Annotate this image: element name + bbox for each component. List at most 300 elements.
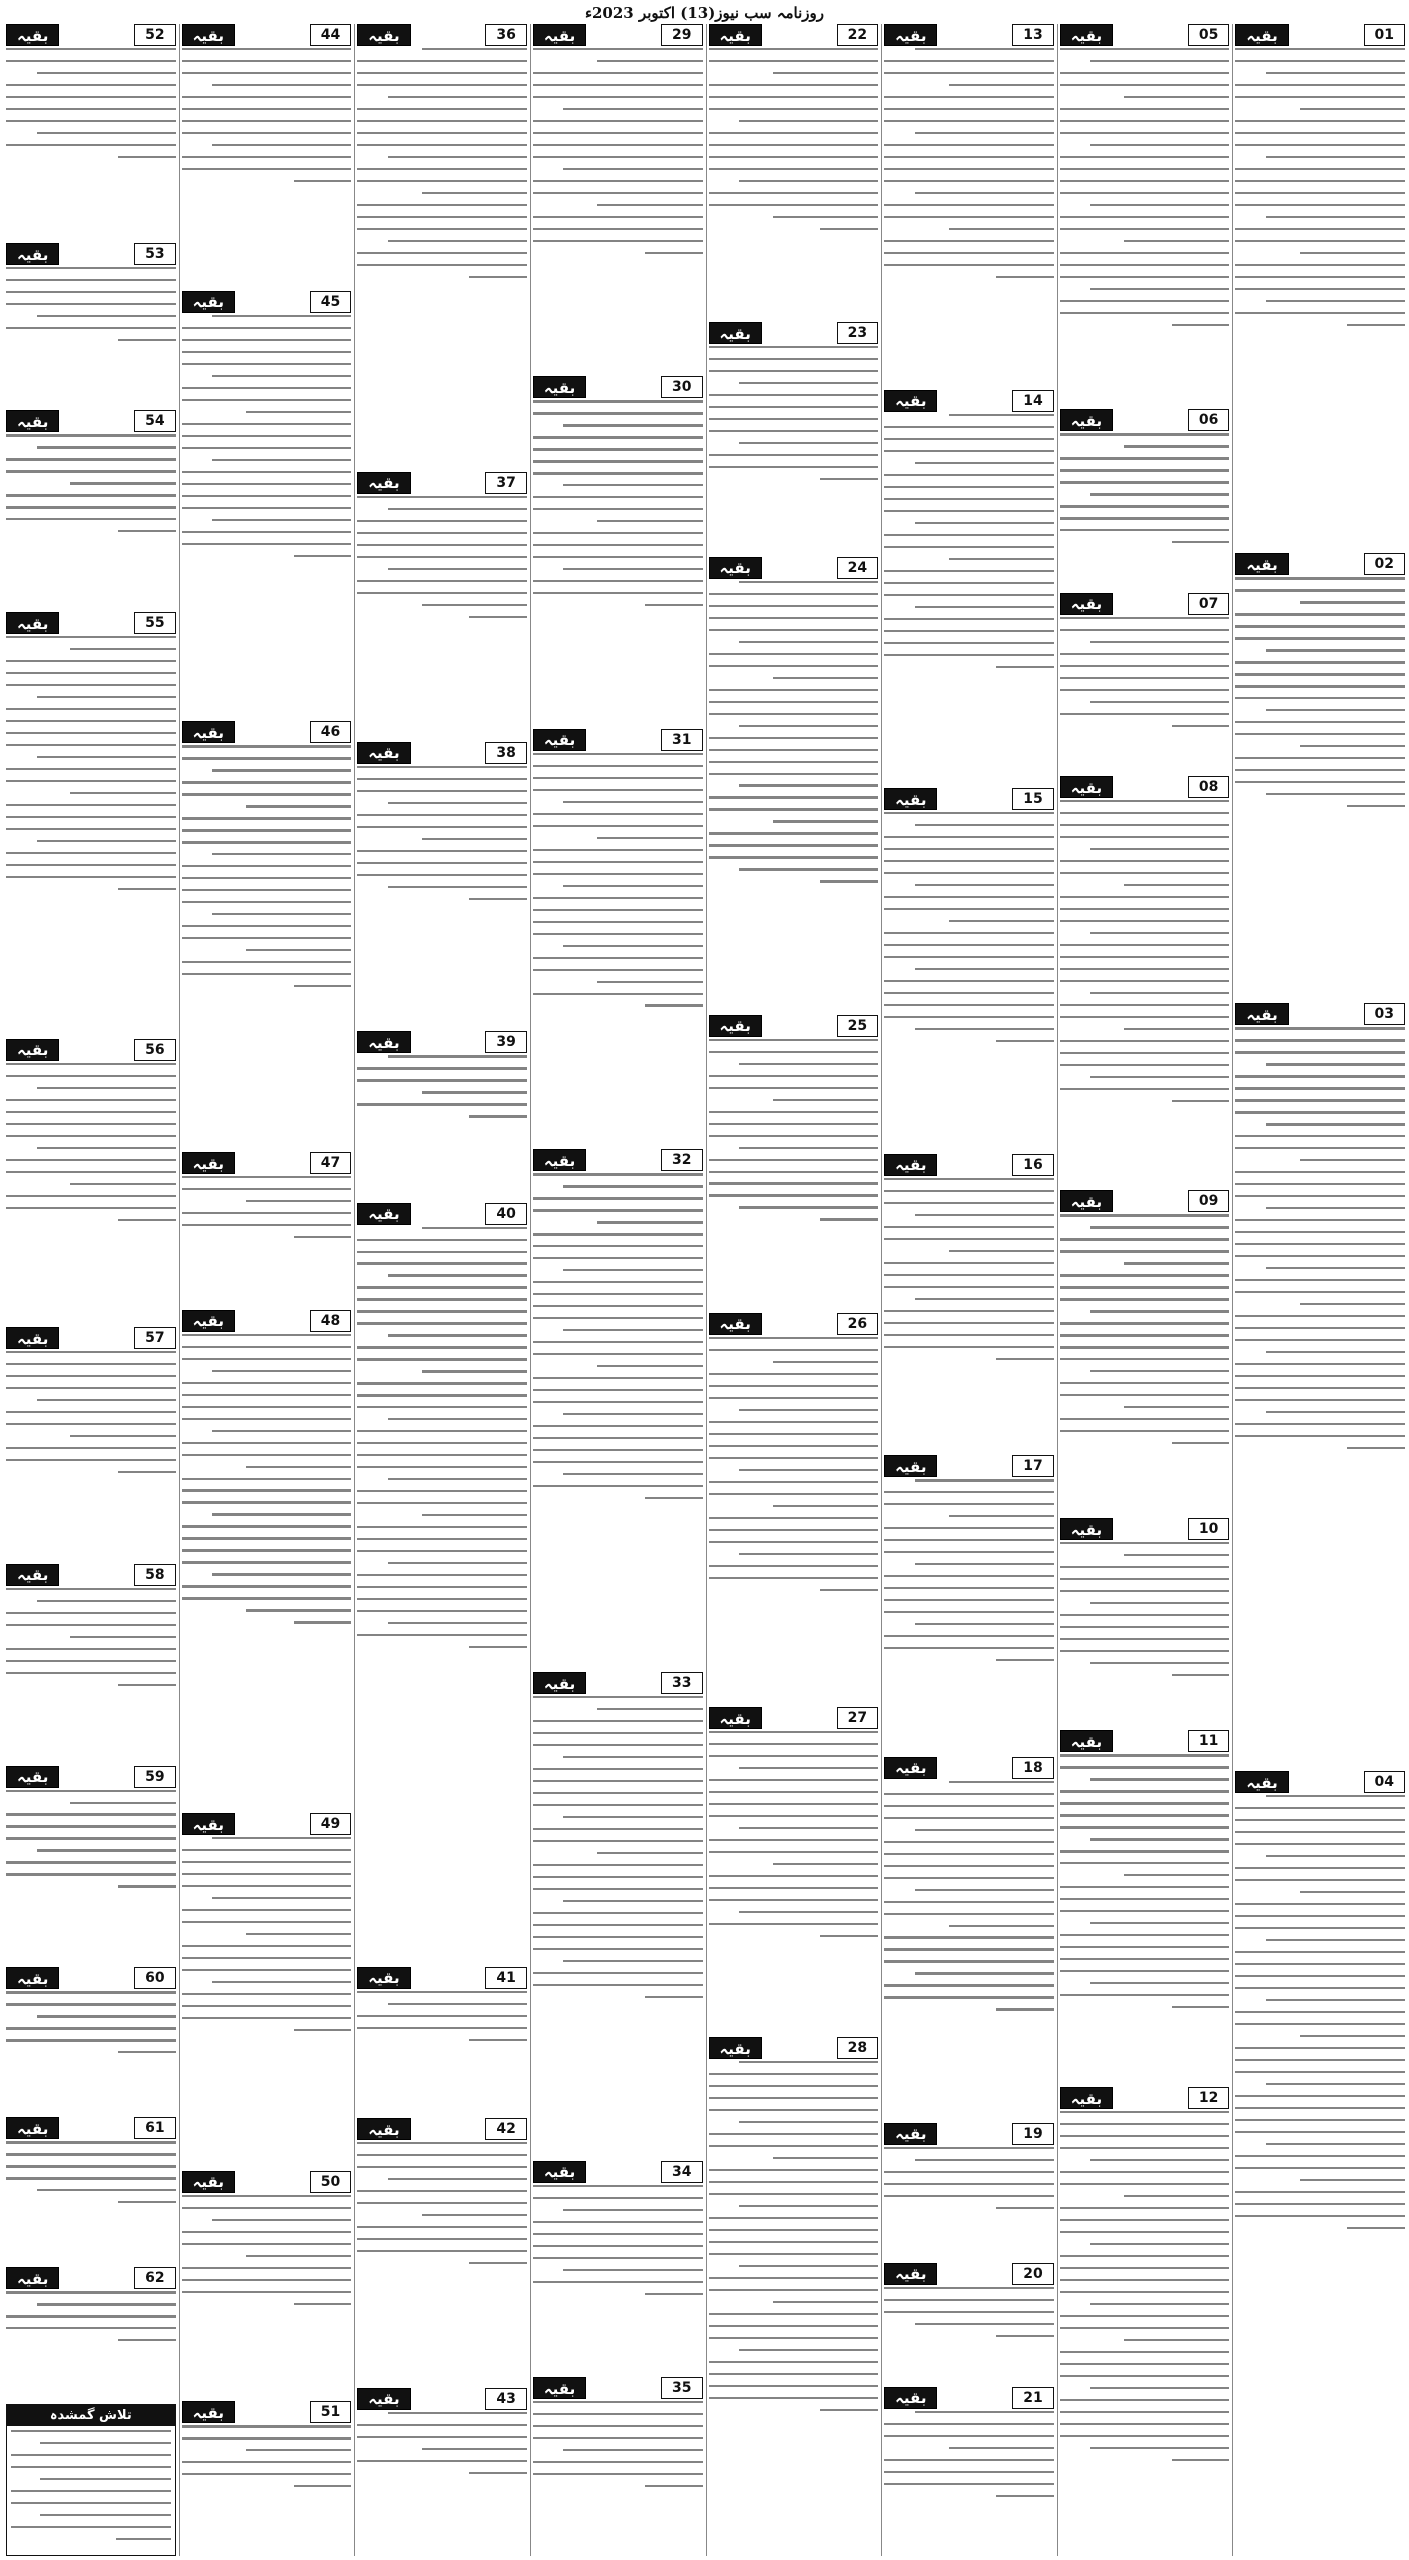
text-line [1235,1171,1405,1173]
text-line [1235,228,1405,230]
text-line [739,784,878,786]
text-line [709,370,879,372]
block-number: 08 [1188,776,1229,798]
text-line [1060,2111,1230,2113]
block-header [709,24,879,46]
text-line [709,84,879,86]
text-line [1266,72,1405,74]
text-line [949,2447,1054,2449]
text-line [1060,1814,1230,1816]
text-line [6,60,176,62]
text-line [884,2299,1054,2301]
text-line [1060,713,1230,715]
text-line [1235,781,1405,783]
text-line [709,1923,879,1925]
text-line [820,880,878,882]
block-number: 38 [485,742,526,764]
text-line [884,908,1054,910]
text-line [294,985,352,987]
text-line [1090,2243,1229,2245]
text-line [996,276,1054,278]
text-line [182,1212,352,1214]
text-line [40,2442,171,2444]
block-header [182,1813,352,1835]
text-line [1060,1958,1230,1960]
text-line [6,672,176,674]
article-text-lines [6,636,176,1036]
text-line [357,1358,527,1360]
block-number: 62 [134,2267,175,2289]
text-line [1235,132,1405,134]
text-line [1235,192,1405,194]
continued-badge: بقیہ [709,1015,762,1037]
block-number: 18 [1012,1757,1053,1779]
article-text-lines [6,1588,176,1763]
text-line [1090,1922,1229,1924]
text-line [884,1322,1054,1324]
text-line [1235,637,1405,639]
text-line [469,2472,527,2474]
text-line [294,1621,352,1623]
text-line [37,2189,176,2191]
text-line [820,2409,878,2411]
text-line [469,616,527,618]
text-line [1235,1987,1405,1989]
text-line [37,756,176,758]
text-line [533,1924,703,1926]
text-line [1235,1435,1405,1437]
text-line [709,1182,879,1184]
text-line [469,2262,527,2264]
text-line [1060,1970,1230,1972]
text-line [182,2473,352,2475]
text-line [563,1756,702,1758]
continued-badge: بقیہ [709,24,762,46]
text-line [357,1526,527,1528]
text-line [422,48,527,50]
text-line [709,1397,879,1399]
text-line [11,2466,171,2468]
continued-badge: بقیہ [6,2267,59,2289]
continued-badge: بقیہ [1060,24,1113,46]
text-line [1235,1807,1405,1809]
text-line [182,495,352,497]
text-line [1060,1766,1230,1768]
text-line [1235,625,1405,627]
text-line [709,96,879,98]
text-line [1090,1076,1229,1078]
text-line [357,862,527,864]
text-line [709,1791,879,1793]
block-number: 44 [310,24,351,46]
text-line [118,2201,176,2203]
block-number: 21 [1012,2387,1053,2409]
continued-article-block [357,1031,527,1199]
text-line [709,48,879,50]
text-line [563,2209,702,2211]
block-header [884,788,1054,810]
text-line [6,96,176,98]
text-line [1060,469,1230,471]
text-line [246,411,351,413]
text-line [533,180,703,182]
continued-badge: بقیہ [884,2263,937,2285]
block-header [1060,776,1230,798]
text-line [1266,1411,1405,1413]
text-line [182,48,352,50]
text-line [1060,1542,1230,1544]
text-line [1124,1028,1229,1030]
text-line [70,1636,175,1638]
text-line [884,1901,1054,1903]
text-line [915,1479,1054,1481]
text-line [1090,1602,1229,1604]
continued-article-block [6,1327,176,1560]
text-line [6,864,176,866]
block-header [884,1455,1054,1477]
column-7 [179,24,352,2556]
article-text-lines [709,1039,879,1310]
text-line [6,434,176,436]
article-text-lines [1235,48,1405,550]
text-line [6,1423,176,1425]
text-line [212,519,351,521]
article-text-lines [1060,48,1230,406]
text-line [915,968,1054,970]
text-line [884,1286,1054,1288]
text-line [1060,108,1230,110]
text-line [357,1322,527,1324]
article-text-lines [533,48,703,373]
text-line [1235,1951,1405,1953]
continued-article-block [1235,1003,1405,1768]
text-line [37,72,176,74]
text-line [949,1515,1054,1517]
text-line [563,568,702,570]
text-line [709,358,879,360]
text-line [739,2265,878,2267]
text-line [182,2243,352,2245]
text-line [357,2238,527,2240]
block-header [182,1152,352,1174]
text-line [533,2233,703,2235]
text-line [6,84,176,86]
text-line [182,1501,352,1503]
block-number: 46 [310,721,351,743]
text-line [70,482,175,484]
text-line [709,2073,879,2075]
text-line [182,156,352,158]
text-line [996,2008,1054,2010]
text-line [357,1586,527,1588]
text-line [246,949,351,951]
article-text-lines [709,346,879,553]
continued-badge: بقیہ [1060,1190,1113,1212]
text-line [6,828,176,830]
block-header [6,1564,176,1586]
text-line [533,1876,703,1878]
text-line [709,749,879,751]
text-line [182,1478,352,1480]
continued-article-block [1235,24,1405,550]
text-line [1235,84,1405,86]
text-line [357,2226,527,2228]
continued-article-block [357,472,527,739]
text-line [1235,2131,1405,2133]
text-line [182,60,352,62]
continued-article-block [182,2171,352,2398]
text-line [949,228,1054,230]
article-text-lines [6,1991,176,2114]
text-line [182,435,352,437]
text-line [6,708,176,710]
text-line [357,1406,527,1408]
text-line [739,442,878,444]
text-line [246,1609,351,1611]
text-line [533,2257,703,2259]
text-line [40,2514,171,2516]
text-line [212,315,351,317]
block-number: 50 [310,2171,351,2193]
text-line [1235,180,1405,182]
continued-article-block [1060,409,1230,589]
text-line [1235,2107,1405,2109]
text-line [739,1147,878,1149]
text-line [884,848,1054,850]
text-line [533,1377,703,1379]
lost-notice-text-lines [7,2426,175,2554]
text-line [422,1091,527,1093]
text-line [996,2335,1054,2337]
text-line [388,1274,527,1276]
text-line [182,937,352,939]
text-line [884,654,1054,656]
text-line [533,1353,703,1355]
text-line [645,2485,703,2487]
text-line [357,1310,527,1312]
text-line [357,532,527,534]
text-line [118,1219,176,1221]
text-line [533,1696,703,1698]
text-line [182,531,352,533]
text-line [6,1111,176,1113]
text-line [709,2145,879,2147]
article-text-lines [182,1176,352,1307]
text-line [1060,505,1230,507]
text-line [884,2459,1054,2461]
text-line [533,789,703,791]
text-line [469,1646,527,1648]
text-line [533,2401,703,2403]
continued-badge: بقیہ [1060,409,1113,431]
text-line [709,1743,879,1745]
text-line [357,778,527,780]
text-line [884,438,1054,440]
continued-badge: بقیہ [182,2171,235,2193]
text-line [294,2485,352,2487]
text-line [37,1147,176,1149]
text-line [1060,312,1230,314]
text-line [1347,805,1405,807]
text-line [773,72,878,74]
text-line [1235,1927,1405,1929]
text-line [357,2015,527,2017]
block-header [1060,1730,1230,1752]
text-line [884,1226,1054,1228]
text-line [884,240,1054,242]
continued-badge: بقیہ [6,1039,59,1061]
text-line [1060,1040,1230,1042]
text-line [597,837,702,839]
text-line [357,2142,527,2144]
text-line [884,2471,1054,2473]
text-line [1090,992,1229,994]
text-line [915,2323,1054,2325]
text-line [709,204,879,206]
text-line [533,2437,703,2439]
text-line [357,1103,527,1105]
column-4 [706,24,879,2556]
text-line [773,677,878,679]
text-line [357,60,527,62]
text-line [1060,481,1230,483]
text-line [357,2027,527,2029]
text-line [884,156,1054,158]
block-header [1060,593,1230,615]
continued-badge: بقیہ [357,1203,410,1225]
text-line [709,2325,879,2327]
text-line [1060,677,1230,679]
text-line [533,228,703,230]
continued-article-block [357,24,527,469]
article-text-lines [6,434,176,609]
text-line [533,921,703,923]
continued-badge: بقیہ [6,24,59,46]
text-line [820,1589,878,1591]
text-line [182,1969,352,1971]
text-line [884,1984,1054,1986]
text-line [182,168,352,170]
text-line [1235,1315,1405,1317]
block-number: 41 [485,1967,526,1989]
continued-badge: بقیہ [884,390,937,412]
text-line [884,992,1054,994]
text-line [533,216,703,218]
text-line [884,474,1054,476]
block-header [182,1310,352,1332]
text-line [915,2411,1054,2413]
text-line [118,1471,176,1473]
text-line [709,466,879,468]
block-header [6,24,176,46]
text-line [357,2460,527,2462]
article-text-lines [533,2401,703,2556]
text-line [246,2255,351,2257]
text-line [884,1877,1054,1879]
block-number: 54 [134,410,175,432]
text-line [1060,1910,1230,1912]
text-line [709,144,879,146]
text-line [118,1885,176,1887]
text-line [212,144,351,146]
text-line [915,1214,1054,1216]
text-line [645,1004,703,1006]
continued-badge: بقیہ [6,1766,59,1788]
continued-article-block [182,24,352,288]
text-line [709,832,879,834]
text-line [6,108,176,110]
text-line [357,556,527,558]
text-line [422,1514,527,1516]
continued-article-block [6,1766,176,1965]
text-line [1060,944,1230,946]
text-line [533,436,703,438]
text-line [182,745,352,747]
text-line [1060,1566,1230,1568]
text-line [563,885,702,887]
article-text-lines [182,745,352,1149]
text-line [37,1087,176,1089]
block-header [884,2123,1054,2145]
text-line [884,1274,1054,1276]
text-line [212,1370,351,1372]
text-line [1090,641,1229,643]
text-line [1235,2011,1405,2013]
text-line [357,216,527,218]
text-line [1090,2387,1229,2389]
text-line [709,653,879,655]
text-line [1090,932,1229,934]
article-text-lines [357,1055,527,1199]
text-line [182,1909,352,1911]
block-header [6,2117,176,2139]
text-line [1060,812,1230,814]
text-line [533,1281,703,1283]
column-2 [1057,24,1230,2556]
text-line [1266,1939,1405,1941]
text-line [6,2039,176,2041]
continued-badge: بقیہ [709,1707,762,1729]
text-line [11,2454,171,2456]
text-line [1090,1982,1229,1984]
text-line [1172,541,1230,543]
continued-article-block [533,1149,703,1669]
text-line [357,1262,527,1264]
text-line [182,793,352,795]
text-line [884,1202,1054,1204]
text-line [182,1382,352,1384]
text-line [1090,1226,1229,1228]
text-line [1060,1418,1230,1420]
text-line [884,1599,1054,1601]
block-header [1235,1771,1405,1793]
text-line [1060,2411,1230,2413]
text-line [533,993,703,995]
text-line [1060,1934,1230,1936]
text-line [357,252,527,254]
text-line [6,1648,176,1650]
continued-badge: بقیہ [884,1757,937,1779]
text-line [533,156,703,158]
text-line [357,132,527,134]
text-line [739,180,878,182]
text-line [1060,689,1230,691]
text-line [294,180,352,182]
text-line [1235,2155,1405,2157]
article-text-lines [1060,2111,1230,2556]
continued-article-block [1060,776,1230,1187]
block-header [709,322,879,344]
